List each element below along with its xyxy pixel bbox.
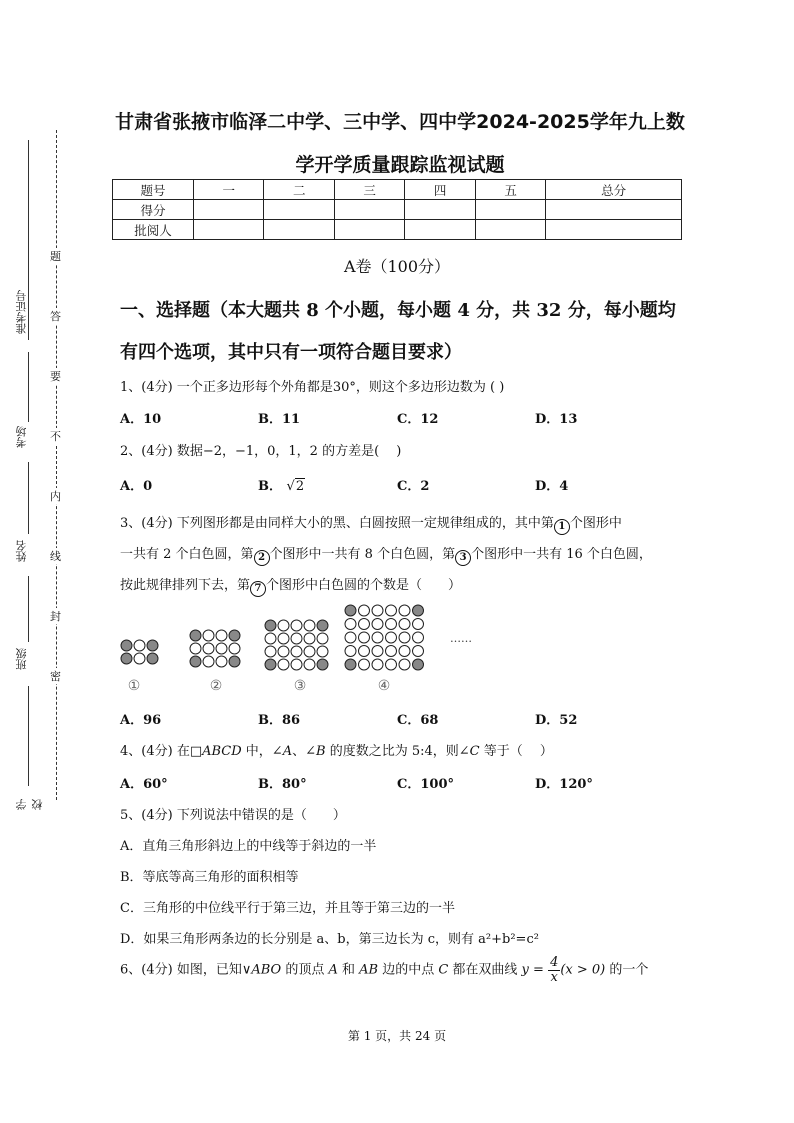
white-circle: [304, 633, 315, 644]
circled-number: 3: [455, 550, 471, 566]
white-circle: [304, 646, 315, 657]
figure-label-2: ②: [209, 678, 223, 694]
black-circle: [147, 640, 158, 651]
white-circle: [413, 646, 424, 657]
score-table-row: [113, 200, 682, 220]
score-header-cell: 二: [264, 180, 334, 200]
sidebar-line: [28, 462, 29, 534]
sidebar-line: [28, 352, 29, 422]
q5-option-d[interactable]: D．如果三角形两条边的长分别是 a、b，第三边长为 c，则有 a²+b²=c²: [120, 932, 539, 947]
question-5-text: 5、(4分) 下列说法中错误的是（ ）: [120, 808, 346, 823]
score-cell[interactable]: [475, 200, 545, 220]
q6-math: AB: [359, 962, 379, 978]
black-circle: [229, 656, 240, 667]
q2-option-b[interactable]: [258, 475, 305, 494]
black-circle: [265, 659, 276, 670]
white-circle: [386, 632, 397, 643]
score-cell[interactable]: [194, 200, 264, 220]
q3-option-d[interactable]: D．52: [535, 713, 578, 728]
score-table: [112, 179, 682, 240]
score-header-cell: 题号: [113, 180, 194, 200]
figure-label-3: ③: [293, 678, 307, 694]
q6-text: 边的中点: [378, 962, 439, 978]
fraction-denominator: x: [550, 969, 558, 985]
q6-math: y =: [521, 962, 544, 978]
q6-text: 和: [337, 962, 360, 978]
q4-option-c[interactable]: C．100°: [397, 777, 454, 792]
white-circle: [216, 643, 227, 654]
q6-text: 6、(4分) 如图，已知∨: [120, 962, 252, 978]
score-header-cell: 一: [194, 180, 264, 200]
figure-label-1: ①: [127, 678, 141, 694]
sidebar-label-exam-id: 准考证号: [15, 290, 28, 334]
score-cell[interactable]: [194, 220, 264, 240]
page-title-line2: 学开学质量跟踪监视试题: [295, 154, 505, 176]
q4-option-a[interactable]: A．60°: [120, 777, 168, 792]
q3-option-a[interactable]: A．96: [120, 713, 162, 728]
q6-text: 的一个: [605, 962, 649, 978]
white-circle: [359, 659, 370, 670]
white-circle: [345, 646, 356, 657]
sidebar-label-class: 班级: [15, 648, 28, 670]
score-header-cell: 三: [334, 180, 404, 200]
white-circle: [399, 646, 410, 657]
score-header-cell: 总分: [546, 180, 682, 200]
q2-option-a[interactable]: A．0: [120, 479, 153, 494]
seal-char: 线: [50, 550, 61, 563]
black-circle: [190, 630, 201, 641]
seal-char: 内: [50, 490, 61, 503]
score-table-header-row: [113, 180, 682, 200]
seal-char: 答: [50, 310, 61, 323]
figure-label-4: ④: [377, 678, 391, 694]
question-3-line2: [120, 543, 652, 566]
q4-text: 的度数之比为 5:4，则∠: [325, 744, 470, 759]
q5-option-b[interactable]: B．等底等高三角形的面积相等: [120, 870, 299, 885]
black-circle: [121, 653, 132, 664]
black-circle: [121, 640, 132, 651]
white-circle: [291, 633, 302, 644]
seal-char: 要: [50, 370, 61, 383]
white-circle: [317, 633, 328, 644]
q3-text: 个图形中一共有 16 个白色圆，: [471, 547, 652, 562]
white-circle: [386, 619, 397, 630]
seal-char: 密: [50, 670, 61, 683]
question-1-text: 1、(4分) 一个正多边形每个外角都是30°，则这个多边形边数为 ( ): [120, 380, 505, 395]
binding-sidebar: [0, 130, 70, 810]
white-circle: [190, 643, 201, 654]
white-circle: [216, 630, 227, 641]
score-cell[interactable]: [475, 220, 545, 240]
q2-option-b-label: B．: [258, 479, 282, 494]
section1-heading-line2: 有四个选项，其中只有一项符合题目要求）: [120, 342, 462, 363]
seal-char: 题: [50, 250, 61, 263]
q4-text: 、∠: [292, 744, 316, 759]
black-circle: [345, 659, 356, 670]
white-circle: [359, 632, 370, 643]
q4-math: B: [316, 744, 326, 759]
q5-option-c[interactable]: C．三角形的中位线平行于第三边，并且等于第三边的一半: [120, 901, 455, 916]
white-circle: [372, 632, 383, 643]
seal-char: 不: [50, 430, 61, 443]
white-circle: [399, 619, 410, 630]
score-header-cell: 四: [405, 180, 475, 200]
q4-text: 4、(4分) 在□: [120, 744, 203, 759]
white-circle: [399, 605, 410, 616]
q6-math: ABO: [251, 962, 282, 978]
white-circle: [278, 659, 289, 670]
white-circle: [399, 632, 410, 643]
circled-number: 7: [250, 581, 266, 597]
white-circle: [399, 659, 410, 670]
sidebar-line: [28, 576, 29, 642]
score-header-cell: 五: [475, 180, 545, 200]
white-circle: [386, 659, 397, 670]
circled-number: 1: [554, 519, 570, 535]
score-row-label: 批阅人: [113, 220, 194, 240]
white-circle: [203, 643, 214, 654]
black-circle: [413, 605, 424, 616]
section1-heading-line1: 一、选择题（本大题共 8 个小题，每小题 4 分，共 32 分，每小题均: [120, 300, 676, 321]
score-cell[interactable]: [405, 200, 475, 220]
q3-text: 按此规律排列下去，第: [120, 578, 251, 593]
black-circle: [229, 630, 240, 641]
black-circle: [147, 653, 158, 664]
sqrt-symbol: √2: [286, 479, 305, 494]
question-6-text: [120, 956, 648, 984]
q3-text: 3、(4分) 下列图形都是由同样大小的黑、白圆按照一定规律组成的，其中第: [120, 516, 554, 531]
score-cell[interactable]: [546, 200, 682, 220]
white-circle: [134, 640, 145, 651]
q3-text: 一共有 2 个白色圆，第: [120, 547, 254, 562]
black-circle: [317, 620, 328, 631]
white-circle: [345, 632, 356, 643]
sidebar-label-school: 学校: [15, 799, 44, 810]
white-circle: [372, 619, 383, 630]
question-2-text: 2、(4分) 数据−2，−1，0，1，2 的方差是( ): [120, 444, 402, 459]
score-table-row: [113, 220, 682, 240]
white-circle: [291, 646, 302, 657]
black-circle: [190, 656, 201, 667]
white-circle: [278, 646, 289, 657]
sidebar-line: [28, 140, 29, 340]
seal-dashed-line: [56, 130, 57, 800]
white-circle: [265, 633, 276, 644]
white-circle: [359, 605, 370, 616]
white-circle: [216, 656, 227, 667]
white-circle: [229, 643, 240, 654]
q4-option-b[interactable]: B．80°: [258, 777, 307, 792]
black-circle: [265, 620, 276, 631]
white-circle: [372, 646, 383, 657]
q5-option-a[interactable]: A．直角三角形斜边上的中线等于斜边的一半: [120, 839, 377, 854]
q4-math: A: [282, 744, 293, 759]
white-circle: [359, 619, 370, 630]
white-circle: [372, 659, 383, 670]
q4-math: ABCD: [202, 744, 242, 759]
score-cell[interactable]: [334, 220, 404, 240]
q3-text: 个图形中一共有 8 个白色圆，第: [269, 547, 456, 562]
white-circle: [386, 646, 397, 657]
fraction: [548, 956, 560, 984]
figure-ellipsis: ……: [450, 632, 472, 645]
q3-option-b[interactable]: B．86: [258, 713, 301, 728]
q1-option-b[interactable]: B．11: [258, 412, 301, 427]
q2-option-c[interactable]: C．2: [397, 479, 430, 494]
sqrt-value: 2: [295, 479, 305, 494]
q2-option-d[interactable]: D．4: [535, 479, 569, 494]
white-circle: [291, 659, 302, 670]
black-circle: [413, 659, 424, 670]
white-circle: [317, 646, 328, 657]
white-circle: [203, 630, 214, 641]
seal-char: 封: [50, 610, 61, 623]
q4-text: 中，∠: [241, 744, 283, 759]
sidebar-line: [28, 686, 29, 786]
q1-option-d[interactable]: D．13: [535, 412, 578, 427]
q3-text: 个图形中白色圆的个数是（ ）: [266, 578, 462, 593]
black-circle: [317, 659, 328, 670]
white-circle: [291, 620, 302, 631]
circle-pattern-figure: [110, 600, 490, 700]
page-title-line1: 甘肃省张掖市临泽二中学、三中学、四中学2024-2025学年九上数: [115, 111, 685, 133]
white-circle: [386, 605, 397, 616]
q6-math: (x > 0): [560, 962, 606, 978]
section-a-heading: A卷（100分）: [343, 257, 451, 276]
white-circle: [372, 605, 383, 616]
circled-number: 2: [254, 550, 270, 566]
question-4-text: [120, 740, 553, 759]
q3-text: 个图形中: [569, 516, 622, 531]
q3-option-c[interactable]: C．68: [397, 713, 439, 728]
q1-option-c[interactable]: C．12: [397, 412, 439, 427]
white-circle: [413, 632, 424, 643]
white-circle: [359, 646, 370, 657]
score-cell[interactable]: [334, 200, 404, 220]
white-circle: [278, 620, 289, 631]
white-circle: [265, 646, 276, 657]
q4-option-d[interactable]: D．120°: [535, 777, 593, 792]
q1-option-a[interactable]: A．10: [120, 412, 162, 427]
question-3-line1: [120, 512, 622, 535]
q6-text: 的顶点: [281, 962, 329, 978]
q4-text: 等于（ ）: [479, 744, 553, 759]
white-circle: [134, 653, 145, 664]
score-cell[interactable]: [405, 220, 475, 240]
black-circle: [345, 605, 356, 616]
white-circle: [278, 633, 289, 644]
page-footer: 第 1 页，共 24 页: [347, 1029, 447, 1043]
q4-math: C: [469, 744, 480, 759]
fraction-numerator: 4: [550, 955, 559, 970]
score-cell[interactable]: [264, 200, 334, 220]
white-circle: [203, 656, 214, 667]
white-circle: [304, 659, 315, 670]
q6-text: 都在双曲线: [448, 962, 522, 978]
sidebar-label-name: 姓名: [15, 540, 28, 562]
white-circle: [304, 620, 315, 631]
white-circle: [413, 619, 424, 630]
white-circle: [345, 619, 356, 630]
sidebar-label-exam-room: 考场: [15, 426, 28, 448]
score-cell[interactable]: [546, 220, 682, 240]
q6-math: C: [438, 962, 449, 978]
score-cell[interactable]: [264, 220, 334, 240]
score-row-label: 得分: [113, 200, 194, 220]
q6-math: A: [328, 962, 338, 978]
question-3-line3: [120, 574, 461, 597]
